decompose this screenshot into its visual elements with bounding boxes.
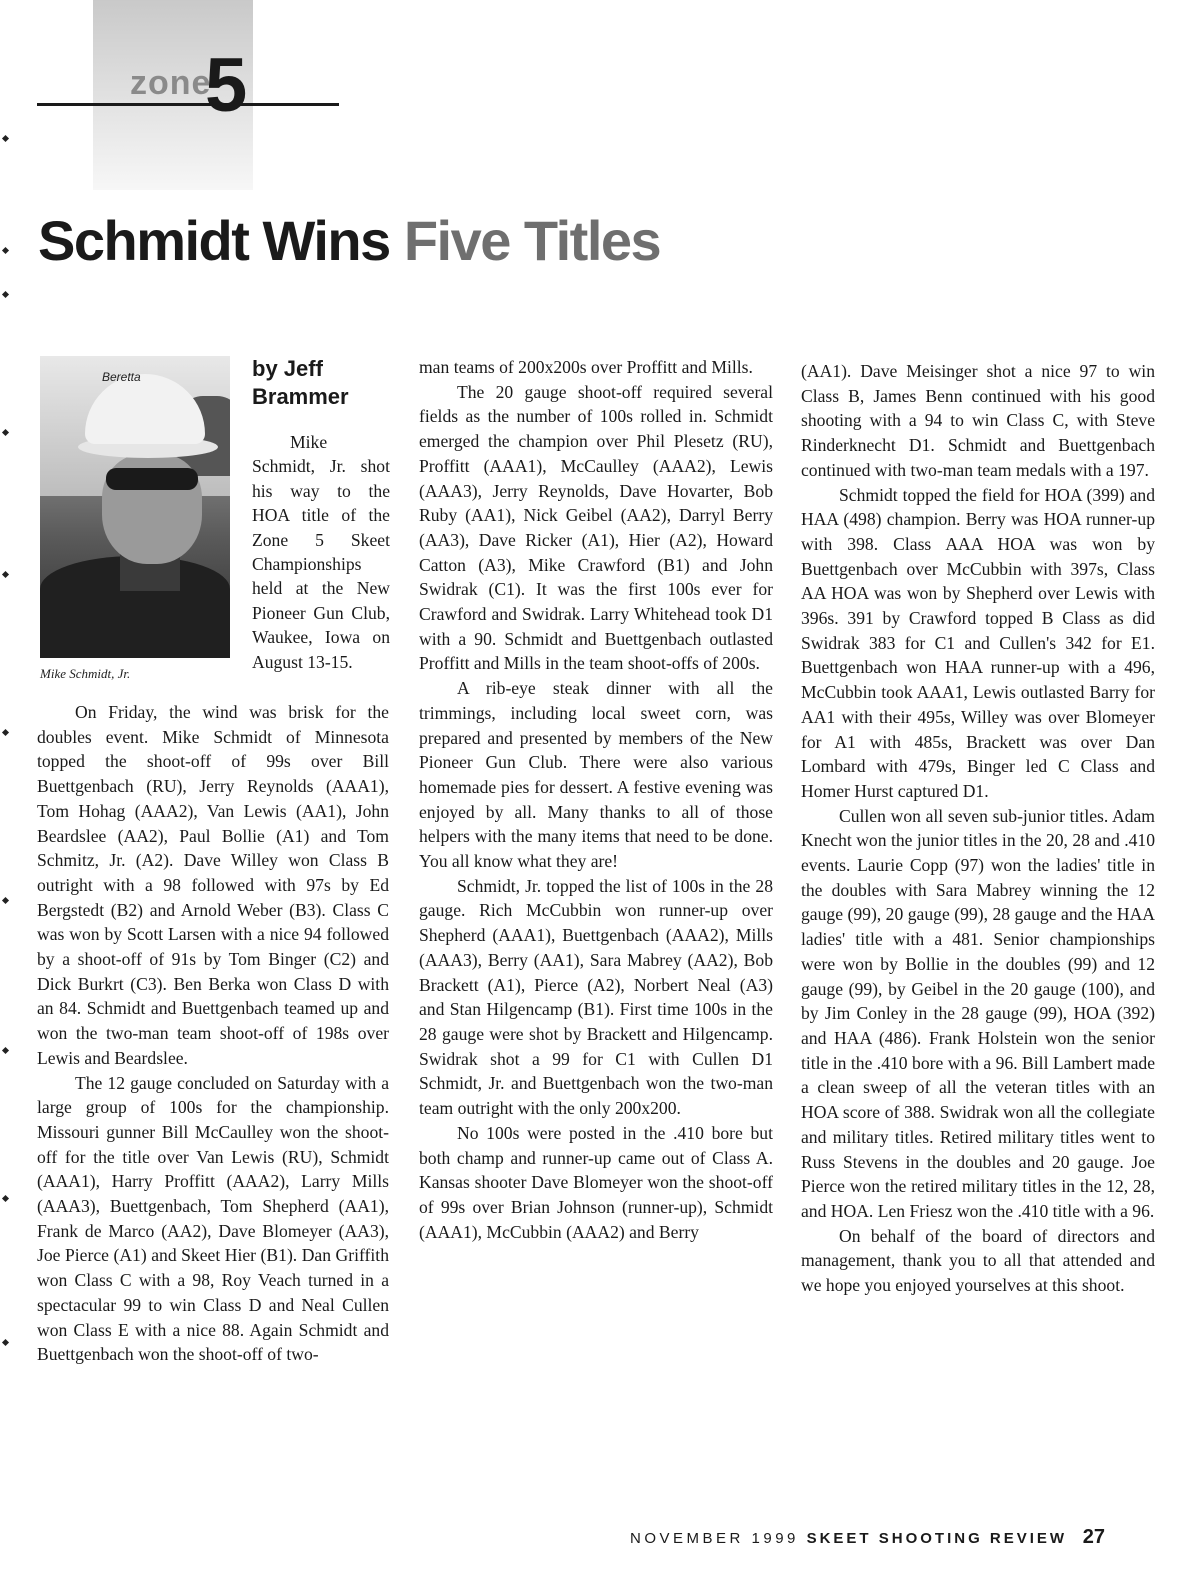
paragraph: The 20 gauge shoot-off required several fields as the number of 100s rolled in. Schmidt emerged the champion over Phil Plesetz (RU), Proffitt (AAA1), McCaulley (AAA2), Lewis (AAA3), Jerry Reynolds, Dave Hovarter, Bob Ruby (AA1), Nick Geibel (AA2), Darryl Berry (AA3), Dave Ricker (A1), Hier (A2), Howard Catton (A3), Mike Crawford (B1) and John Swidrak (C1). It was the first 100s ever for Crawford and Swidrak. Larry Whitehead took D1 with a 90. Schmidt and Buettgenbach outlasted Proffitt and Mills in the team shoot-offs of 200s. (419, 381, 773, 674)
margin-mark (2, 1339, 9, 1346)
paragraph: On behalf of the board of directors and management, thank you to all that attended and we hope you enjoyed yourselves at this shoot. (801, 1225, 1155, 1296)
zone-label: zone (130, 64, 212, 102)
paragraph: Schmidt topped the field for HOA (399) and HAA (498) champion. Berry was HOA runner-up with 398. Class AAA HOA was won by Buettgenbach over McCubbin with 397s, Class AA HOA was won by Shepherd over Lewis with 396s. 391 by Crawford topped B Class as did Swidrak 383 for C1 and Cullen's 342 for E1. Buettgenbach won HAA runner-up with a 496, McCubbin took AAA1, Lewis outlasted Barry for AA1 with their 495s, Willey was over Blomeyer for A1 with 485s, Brackett was over Dan Lombard with 479s, Binger led C Class and Homer Hurst captured D1. (801, 484, 1155, 801)
paragraph: A rib-eye steak dinner with all the trimmings, including local sweet corn, was prepared and presented by members of the New Pioneer Gun Club. There were also various homemade pies for dessert. A festive evening was enjoyed by all. Many thanks to all of those helpers with the many items that need to be done. You all know what they are! (419, 678, 773, 872)
margin-mark (2, 729, 9, 736)
article-column-2 (419, 355, 773, 1244)
paragraph: On Friday, the wind was brisk for the doubles event. Mike Schmidt of Minnesota topped the shoot-off of 99s over Bill Buettgenbach (RU), Jerry Reynolds (AAA1), Tom Hohag (AAA2), Van Lewis (AA1), John Beardslee (AA2), Paul Bollie (A1) and Tom Schmitz, Jr. (A2). Dave Willey won Class B outright with a 98 followed with 97s by Ed Bergstedt (B2) and Arnold Weber (B3). Class C was won by Scott Larsen with a nice 94 followed by a shoot-off of 91s by Tom Binger (C2) and Dick Burkrt (C3). Ben Berka won Class D with an 84. Schmidt and Buettgenbach teamed up and won the two-man team shoot-off of 198s over Lewis and Beardslee. (37, 702, 389, 1068)
margin-mark (2, 897, 9, 904)
page-number: 27 (1082, 1526, 1106, 1548)
margin-mark (2, 135, 9, 142)
zone-number: 5 (205, 43, 248, 128)
paragraph: No 100s were posted in the .410 bore but both champ and runner-up came out of Class A. Kansas shooter Dave Blomeyer won the shoot-off of 99s over Brian Johnson (runner-up), Schmidt (AAA1), McCubbin (AAA2) and Berry (419, 1122, 773, 1242)
margin-mark (2, 291, 9, 298)
article-column-1 (37, 700, 389, 1367)
photo-cap-logo: Beretta (102, 370, 141, 384)
photo-caption: Mike Schmidt, Jr. (40, 666, 131, 681)
paragraph-continuation: man teams of 200x200s over Proffitt and Mills. (419, 357, 753, 377)
margin-mark (2, 429, 9, 436)
binding-margin-marks (0, 0, 14, 1584)
margin-mark (2, 1047, 9, 1054)
margin-mark (2, 1195, 9, 1202)
lead-paragraph-block (252, 430, 390, 674)
byline: by Jeff Brammer (252, 356, 349, 409)
paragraph-continuation: (AA1). Dave Meisinger shot a nice 97 to win Class B, James Benn continued with his good shooting with a 94 to win Class C, with Steve Rinderknecht D1. Schmidt and Buettgenbach continued with two-man team medals with a 197. (801, 361, 1155, 480)
schmidt-photo (40, 356, 230, 658)
paragraph: The 12 gauge concluded on Saturday with a large group of 100s for the championship. Missouri gunner Bill McCaulley won the shoot-off for the title over Van Lewis (RU), Schmidt (AAA1), Harry Proffitt (AAA2), Larry Mills (AAA3), Buettgenbach, Tom Shepherd (AA1), Frank de Marco (AA2), Dave Blomeyer (AA3), Joe Pierce (A1) and Skeet Hier (B1). Dan Griffith won Class C with a 98, Roy Veach turned in a spectacular 99 to win Class D and Neal Cullen won Class E with a nice 88. Again Schmidt and Buettgenbach won the shoot-off of two- (37, 1072, 389, 1365)
zone-header-rule (37, 103, 339, 106)
lead-paragraph: Mike Schmidt, Jr. shot his way to the HOA title of the Zone 5 Skeet Championships held at the New Pioneer Gun Club, Waukee, Iowa on August 13-15. (252, 432, 390, 672)
footer-magazine: SKEET SHOOTING REVIEW (806, 1530, 1068, 1547)
paragraph: Schmidt, Jr. topped the list of 100s in the 28 gauge. Rich McCubbin won runner-up over Shepherd (AAA1), Buettgenbach (AAA2), Mills (AAA3), Berry (AA1), Sara Mabrey (AA2), Bob Brackett (A1), Pierce (A2), Norbert Neal (A3) and Stan Hilgencamp (B1). First time 100s in the 28 gauge were shot by Brackett and Hilgencamp. Swidrak shot a 99 for C1 with Cullen D1 Schmidt, Jr. and Buettgenbach won the two-man team outright with the only 200x200. (419, 875, 773, 1119)
headline-accent: Five Titles (403, 209, 661, 272)
margin-mark (2, 247, 9, 254)
paragraph: Cullen won all seven sub-junior titles. Adam Knecht won the junior titles in the 20, 28 and .410 events. Laurie Copp (97) won the ladies' title in the doubles with Sara Mabrey winning the 12 gauge (99), 20 gauge (99), 28 gauge and the HAA ladies' title with a 481. Senior championships were won by Bollie in the doubles (99) and 12 gauge (99), by Geibel in the 20 gauge (100), and by Jim Conley in the 28 gauge (99), HOA (392) and HAA (486). Frank Holstein won the senior title in the .410 bore with a 96. Bill Lambert made a clean sweep of all the veteran titles with an HOA score of 388. Swidrak won all the collegiate and military titles. Retired military titles went to Russ Stevens in the doubles and 20 gauge. Joe Pierce won the retired military titles in the 12, 28, and HOA. Len Friesz won the .410 title with a 96. (801, 805, 1155, 1221)
margin-mark (2, 571, 9, 578)
headline-main: Schmidt Wins (38, 209, 390, 272)
headline (38, 208, 660, 273)
footer-date: NOVEMBER 1999 (630, 1530, 799, 1547)
page-footer (630, 1526, 1160, 1549)
article-column-3 (801, 359, 1155, 1298)
photo-sunglasses (106, 468, 198, 490)
